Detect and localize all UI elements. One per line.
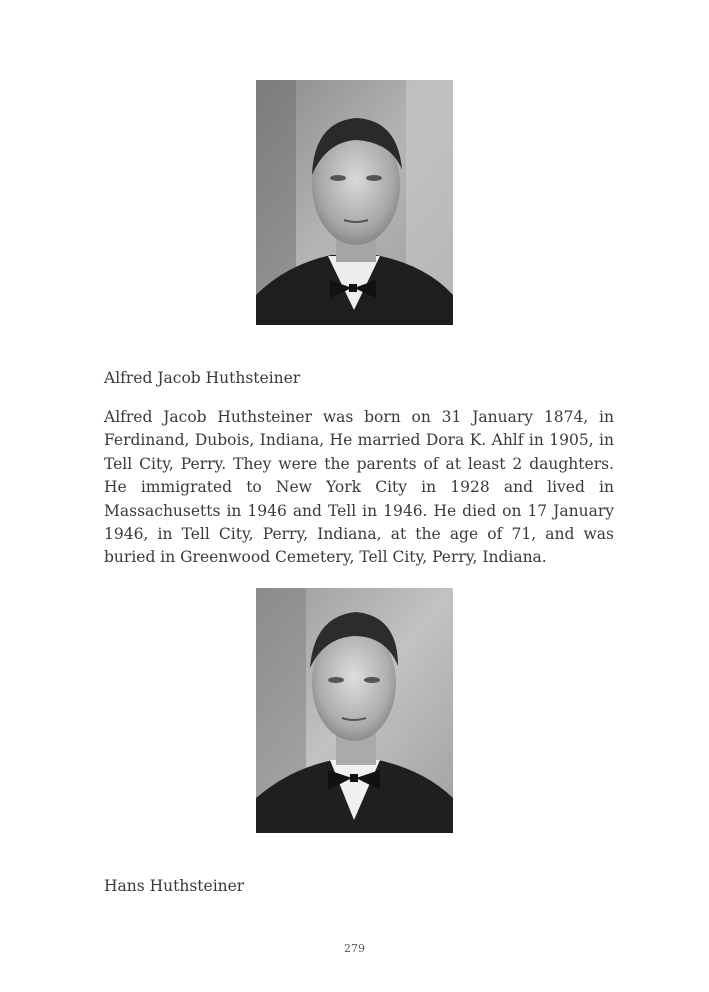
portrait-caption: Alfred Jacob Huthsteiner <box>104 369 301 387</box>
portrait-caption: Hans Huthsteiner <box>104 877 245 895</box>
page-number: 279 <box>344 942 365 955</box>
portrait-photo-hans <box>256 588 453 833</box>
biography-paragraph: Alfred Jacob Huthsteiner was born on 31 January 1874, in Ferdinand, Dubois, Indiana, He married Dora K. Ahlf in 1905, in Tell City, Perry. They were the parents of at least 2 daughters. He immigrated to New York City in 1928 and lived in Massachusetts in 1946 and Tell in 1946. He died on 17 January 1946, in Tell City, Perry, Indiana, at the age of 71, and was buried in Greenwood Cemetery, Tell City, Perry, Indiana. <box>104 408 614 567</box>
portrait-photo-alfred <box>256 80 453 325</box>
